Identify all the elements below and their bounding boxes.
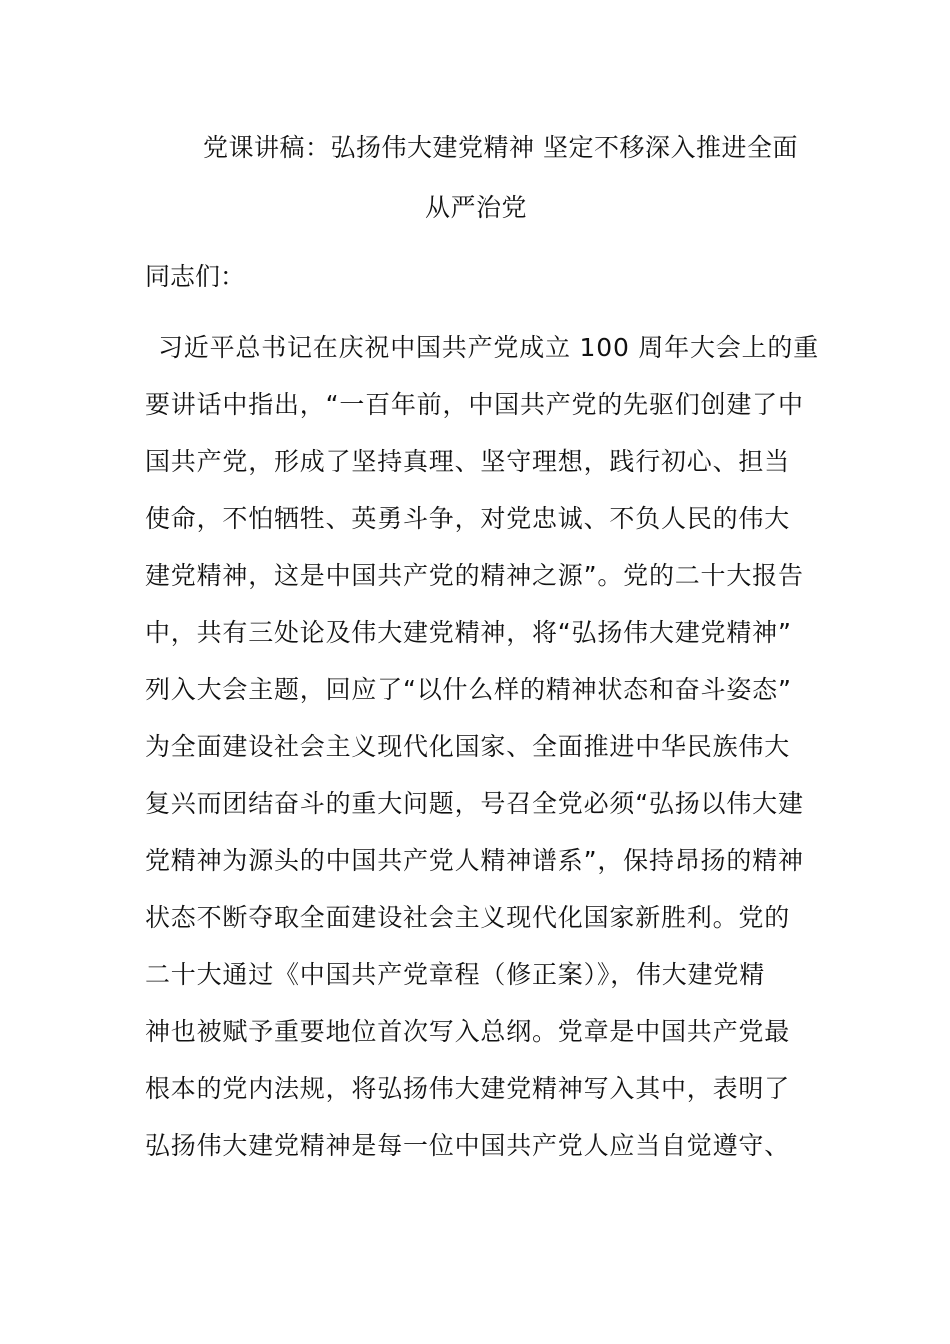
body-line-7: 列入大会主题，回应了“以什么样的精神状态和奋斗姿态” — [145, 675, 792, 704]
body-line-13: 神也被赋予重要地位首次写入总纲。党章是中国共产党最 — [145, 1017, 791, 1046]
body-line-14: 根本的党内法规，将弘扬伟大建党精神写入其中，表明了 — [145, 1074, 791, 1103]
body-line-8: 为全面建设社会主义现代化国家、全面推进中华民族伟大 — [145, 732, 791, 761]
body-line-5: 建党精神，这是中国共产党的精神之源”。党的二十大报告 — [145, 561, 804, 590]
body-line-4: 使命，不怕牺牲、英勇斗争，对党忠诚、不负人民的伟大 — [145, 504, 791, 533]
body-line-2: 要讲话中指出，“一百年前，中国共产党的先驱们创建了中 — [145, 390, 804, 419]
body-line-10: 党精神为源头的中国共产党人精神谱系”，保持昂扬的精神 — [145, 846, 804, 875]
document-title-line-1: 党课讲稿：弘扬伟大建党精神 坚定不移深入推进全面 — [203, 133, 798, 162]
body-line-15: 弘扬伟大建党精神是每一位中国共产党人应当自觉遵守、 — [145, 1131, 791, 1160]
salutation: 同志们： — [145, 262, 246, 291]
body-line-3: 国共产党，形成了坚持真理、坚守理想，践行初心、担当 — [145, 447, 791, 476]
body-line-6: 中，共有三处论及伟大建党精神，将“弘扬伟大建党精神” — [145, 618, 792, 647]
body-line-1: 习近平总书记在庆祝中国共产党成立 100 周年大会上的重 — [158, 333, 820, 362]
body-line-12: 二十大通过《中国共产党章程（修正案）》，伟大建党精 — [145, 960, 766, 989]
body-line-11: 状态不断夺取全面建设社会主义现代化国家新胜利。党的 — [145, 903, 791, 932]
document-title-line-2: 从严治党 — [425, 193, 528, 222]
body-line-9: 复兴而团结奋斗的重大问题，号召全党必须“弘扬以伟大建 — [145, 789, 804, 818]
